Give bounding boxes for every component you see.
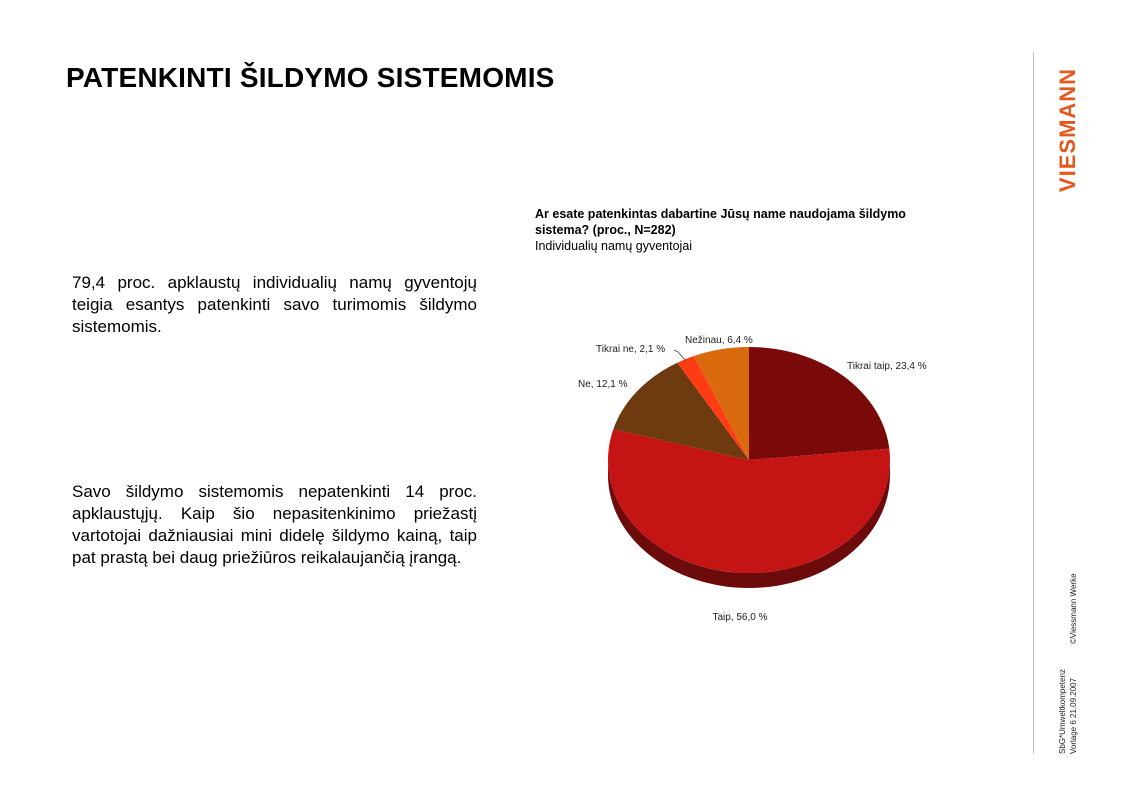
slide-title: PATENKINTI ŠILDYMO SISTEMOMIS bbox=[66, 62, 555, 93]
pie-label-2: Ne, 12,1 % bbox=[578, 379, 628, 390]
pie-chart bbox=[560, 325, 980, 625]
footer-copyright: ©Viessmann Werke bbox=[1069, 573, 1078, 644]
chart-heading bbox=[535, 206, 915, 254]
viessmann-logo: VIESMANN bbox=[1055, 67, 1080, 193]
pie-leader-line bbox=[674, 350, 686, 361]
pie-label-1: Taip, 56,0 % bbox=[712, 612, 768, 623]
footer-line-1: SbG*Umweltkompetenz bbox=[1058, 669, 1067, 754]
footer-line-2: Vorlage 6 21.09.2007 bbox=[1069, 677, 1078, 754]
chart-title: Ar esate patenkintas dabartine Jūsų name naudojama šildymo sistema? (proc., N=282) bbox=[535, 207, 906, 237]
chart-subtitle: Individualių namų gyventojai bbox=[535, 239, 693, 253]
summary-paragraph-dissatisfied: Savo šildymo sistemomis nepatenkinti 14 proc. apklaustųjų. Kaip šio nepasitenkinimo priežastį vartotojai dažniausiai mini didelę šildymo kainą, taip pat prastą bei daug priežiūros reikalaujančią įrangą. bbox=[72, 482, 477, 567]
pie-label-4: Nežinau, 6,4 % bbox=[685, 335, 753, 346]
vertical-divider bbox=[1033, 52, 1034, 754]
summary-paragraph-satisfied: 79,4 proc. apklaustų individualių namų gyventojų teigia esantys patenkinti savo turimomis šildymo sistemomis. bbox=[72, 273, 477, 336]
pie-label-0: Tikrai taip, 23,4 % bbox=[847, 361, 927, 372]
pie-label-3: Tikrai ne, 2,1 % bbox=[596, 344, 666, 355]
